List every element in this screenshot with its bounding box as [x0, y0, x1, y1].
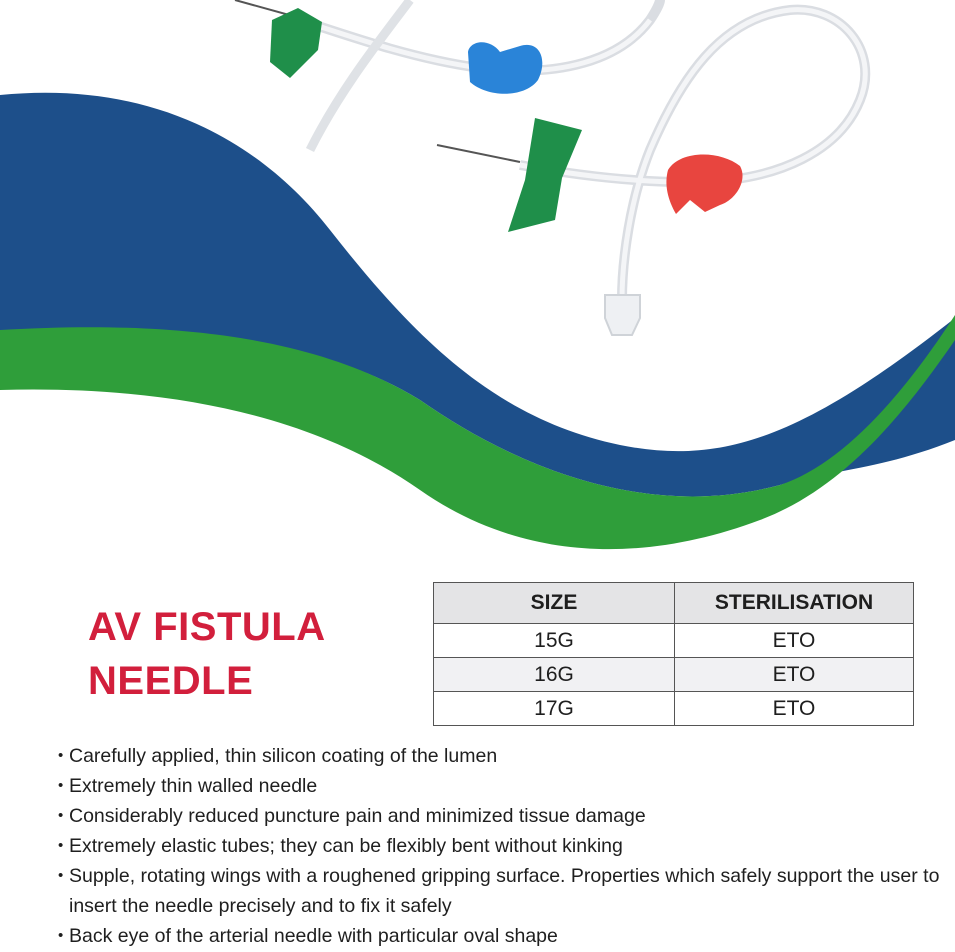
feature-item: • Considerably reduced puncture pain and minimized tissue damage: [58, 801, 953, 831]
feature-item: • Extremely thin walled needle: [58, 771, 953, 801]
product-title-line-1: AV FISTULA: [88, 605, 326, 649]
sterilisation-cell: ETO: [675, 692, 914, 726]
table-row: [434, 658, 914, 692]
sterilisation-cell: ETO: [675, 658, 914, 692]
specification-table: [433, 582, 914, 726]
feature-list: [58, 741, 953, 951]
table-row: [434, 624, 914, 658]
size-cell: 16G: [434, 658, 675, 692]
table-row: [434, 692, 914, 726]
table-header-row: [434, 583, 914, 624]
sterilisation-cell: ETO: [675, 624, 914, 658]
column-header-sterilisation: STERILISATION: [675, 583, 914, 624]
column-header-size: SIZE: [434, 583, 675, 624]
size-cell: 17G: [434, 692, 675, 726]
product-title-line-2: NEEDLE: [88, 659, 254, 703]
feature-item: • Extremely elastic tubes; they can be flexibly bent without kinking: [58, 831, 953, 861]
product-title: [88, 600, 326, 708]
size-cell: 15G: [434, 624, 675, 658]
feature-item: • Supple, rotating wings with a roughened gripping surface. Properties which safely support the user to insert the needle precisely and to fix it safely: [58, 861, 953, 921]
feature-item: • Carefully applied, thin silicon coating of the lumen: [58, 741, 953, 771]
feature-item: • Back eye of the arterial needle with particular oval shape: [58, 921, 953, 951]
needle-set-top: [235, 0, 660, 150]
